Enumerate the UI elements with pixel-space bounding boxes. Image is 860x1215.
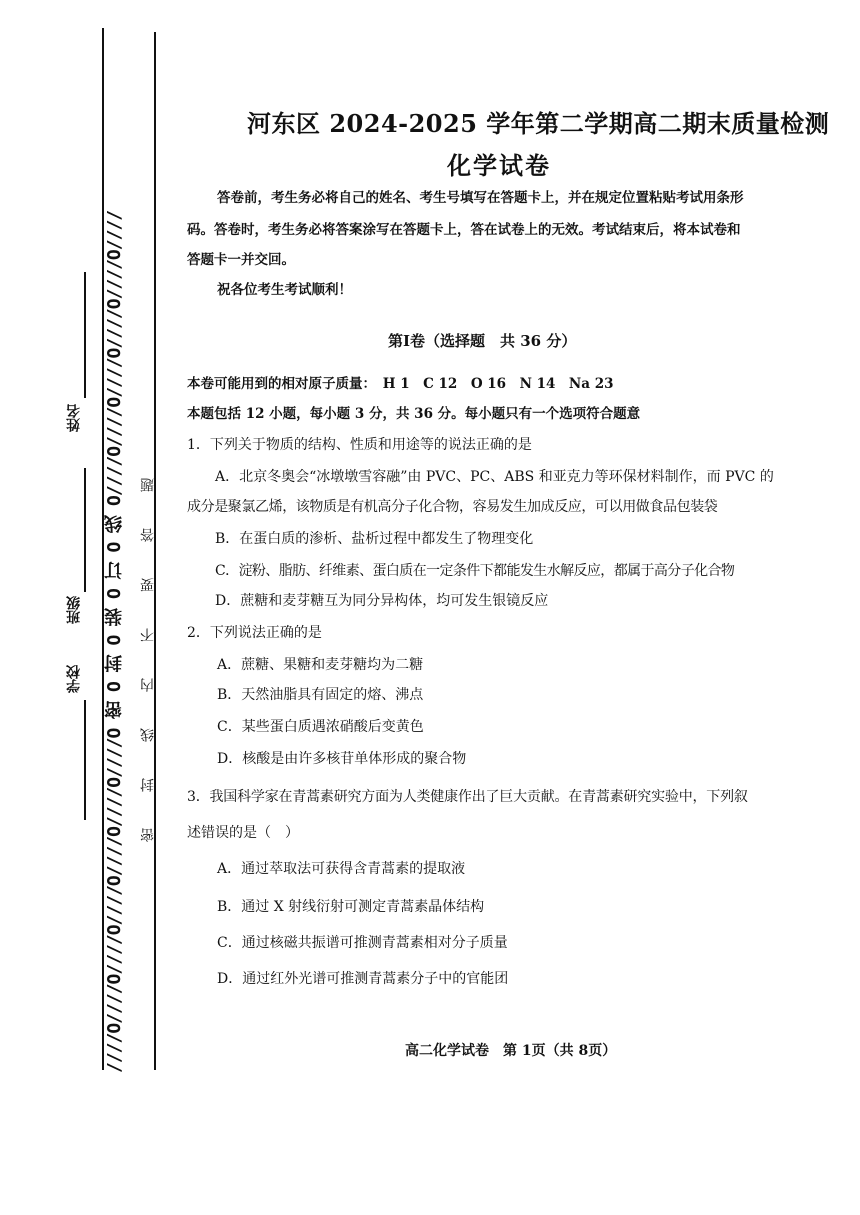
page-footer: 高二化学试卷 第 1页（共 8页）: [405, 1043, 617, 1059]
exam-subtitle: 化学试卷: [447, 151, 551, 180]
instructions-line-1: 答卷前，考生务必将自己的姓名、考生号填写在答题卡上，并在规定位置粘贴考试用条形: [217, 190, 744, 206]
q2-option-a: A．蔗糖、果糖和麦芽糖均为二糖: [217, 657, 424, 673]
q1-stem: 1．下列关于物质的结构、性质和用途等的说法正确的是: [187, 437, 532, 453]
field-name-line: [84, 272, 86, 398]
q3-option-b: B．通过 X 射线衍射可测定青蒿素晶体结构: [217, 899, 485, 915]
q1-option-b: B．在蛋白质的渗析、盐析过程中都发生了物理变化: [215, 531, 534, 547]
atomic-mass-line: 本卷可能用到的相对原子质量： H 1 C 12 O 16 N 14 Na 23: [187, 376, 614, 392]
binding-gutter: [0, 0, 170, 1080]
instructions-line-2: 码。答卷时，考生务必将答案涂写在答题卡上，答在试卷上的无效。考试结束后，将本试卷和: [187, 222, 741, 238]
instructions-line-3: 答题卡一并交回。: [187, 252, 295, 268]
q2-stem: 2．下列说法正确的是: [187, 625, 322, 641]
q2-option-b: B．天然油脂具有固定的熔、沸点: [217, 687, 424, 703]
q3-option-c: C．通过核磁共振谱可推测青蒿素相对分子质量: [217, 935, 508, 951]
q3-option-a: A．通过萃取法可获得含青蒿素的提取液: [217, 861, 466, 877]
q3-option-d: D．通过红外光谱可推测青蒿素分子中的官能团: [217, 971, 509, 987]
field-class-label: 班级: [66, 596, 82, 624]
q2-option-d: D．核酸是由许多核苷单体形成的聚合物: [217, 751, 467, 767]
q3-stem-line-2: 述错误的是（ ）: [187, 825, 299, 841]
section-description: 本题包括 12 小题，每小题 3 分，共 36 分。每小题只有一个选项符合题意: [187, 406, 641, 422]
binding-stripe: ////O////O////O////O////O////O////O 密 O 封 O 装 O 订 O 线 O////O////O////O////O////O////: [104, 210, 125, 1073]
q3-stem-line-1: 3．我国科学家在青蒿素研究方面为人类健康作出了巨大贡献。在青蒿素研究实验中，下列叙: [187, 789, 748, 805]
q1-option-d: D．蔗糖和麦芽糖互为同分异构体，均可发生银镜反应: [215, 593, 549, 609]
field-name-label: 姓名: [66, 404, 82, 432]
good-luck-text: 祝各位考生考试顺利！: [217, 282, 352, 298]
field-school-line: [84, 700, 86, 820]
q1-option-a-line-2: 成分是聚氯乙烯，该物质是有机高分子化合物，容易发生加成反应，可以用做食品包装袋: [187, 499, 718, 515]
q1-option-c: C．淀粉、脂肪、纤维素、蛋白质在一定条件下都能发生水解反应，都属于高分子化合物: [215, 563, 735, 579]
q1-option-a-line-1: A．北京冬奥会“冰墩墩雪容融”由 PVC、PC、ABS 和亚克力等环保材料制作，而 PVC 的: [215, 469, 774, 485]
field-class-line: [84, 468, 86, 592]
field-school-label: 学校: [66, 665, 82, 693]
q2-option-c: C．某些蛋白质遇浓硝酸后变黄色: [217, 719, 424, 735]
binding-inner-text: 密封线内不要答题: [140, 442, 156, 842]
section-title: 第Ⅰ卷（选择题 共 36 分）: [388, 332, 577, 350]
exam-title: 河东区 2024-2025 学年第二学期高二期末质量检测: [247, 109, 830, 138]
